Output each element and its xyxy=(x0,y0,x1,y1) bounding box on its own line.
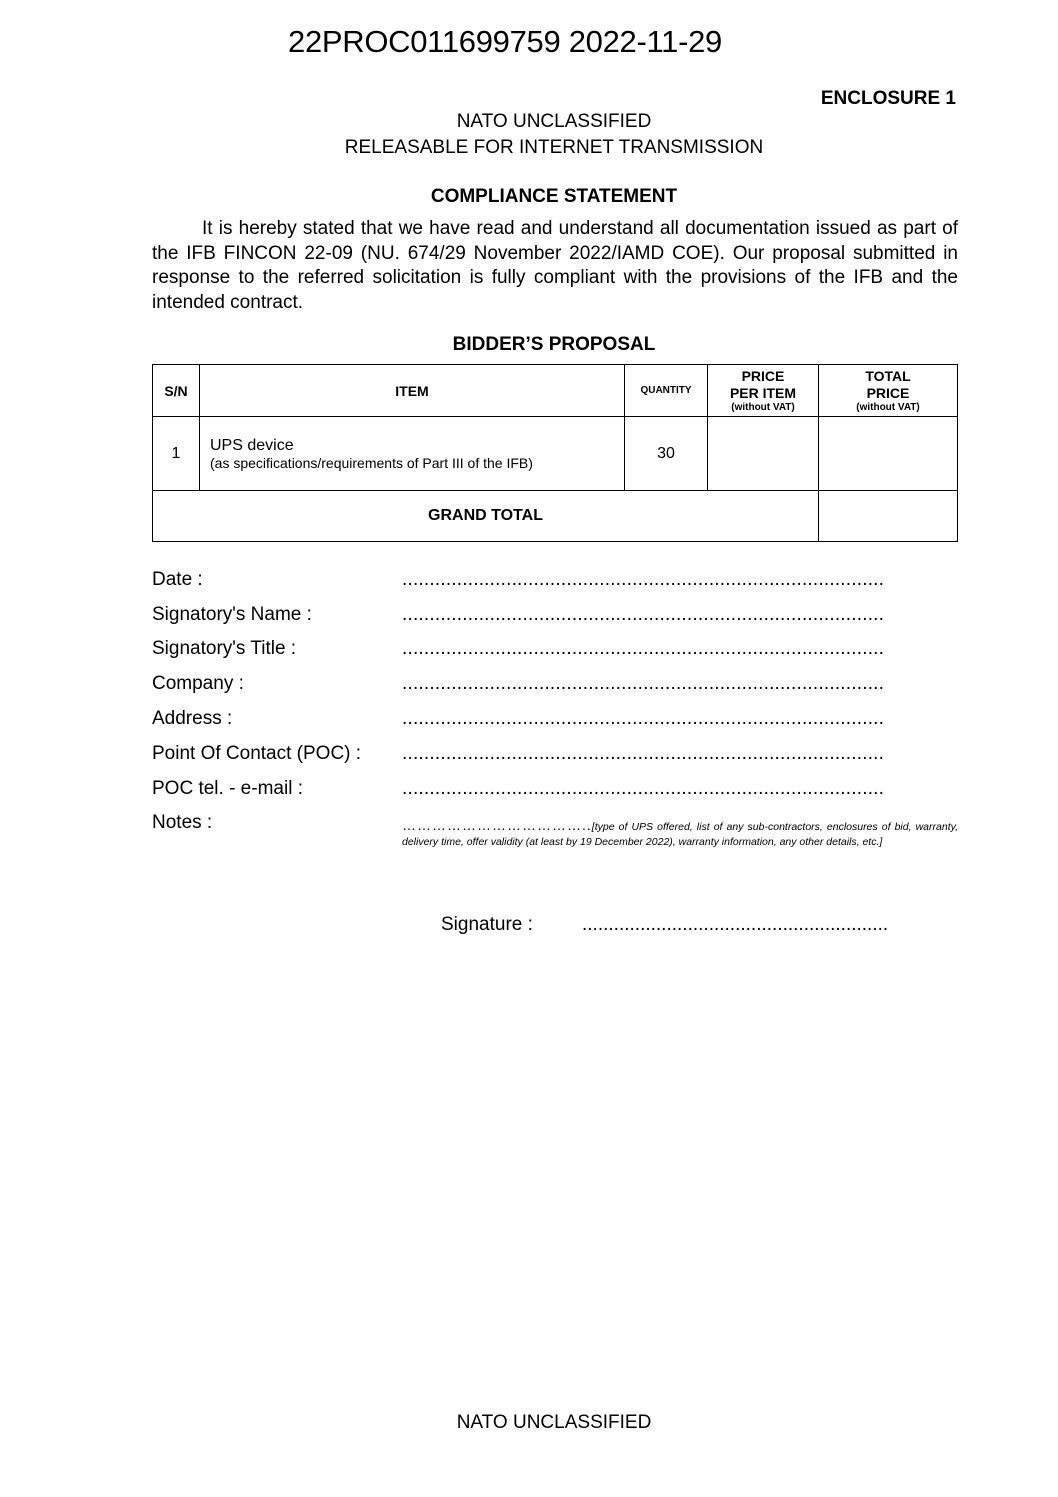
compliance-text: It is hereby stated that we have read and understand all documentation issued as part of the IFB FINCON 22-09 (NU. 674/29 November 2022/IAMD COE). Our proposal submitted in response to the referred solicitation is fully compliant with the provisions of the IFB and the intended contract. xyxy=(152,218,958,313)
row-item-name: UPS device xyxy=(210,436,294,454)
address-field[interactable]: ........................................................................................ xyxy=(402,708,885,729)
document-id: 22PROC011699759 2022-11-29 xyxy=(288,24,722,59)
company-field[interactable]: ........................................................................................ xyxy=(402,673,885,694)
footer-classification: NATO UNCLASSIFIED xyxy=(456,1412,652,1433)
header-price-line-2: PER ITEM xyxy=(729,385,797,401)
row-item-desc: (as specifications/requirements of Part III of the IFB) xyxy=(210,454,533,471)
notes-hint: [type of UPS offered, list of any sub-contractors, enclosures of bid, warranty, delivery time, offer validity (at least by 19 December 2022), warranty information, any other details, etc.] xyxy=(402,821,958,848)
header-price-line-1: PRICE xyxy=(741,368,785,384)
address-label: Address : xyxy=(152,708,233,729)
header-total-line-1: TOTAL xyxy=(865,368,911,384)
form-row-name xyxy=(152,604,958,638)
grand-total-label: GRAND TOTAL xyxy=(153,491,819,542)
notes-dots: ……………………………….. xyxy=(402,817,592,833)
classification-line-2: RELEASABLE FOR INTERNET TRANSMISSION xyxy=(344,137,764,158)
signatory-name-field[interactable]: ........................................................................................ xyxy=(402,604,885,625)
form-row-title xyxy=(152,638,958,672)
header-price-per-item xyxy=(708,365,819,417)
notes-label: Notes : xyxy=(152,812,213,833)
form-row-date xyxy=(152,569,958,603)
table-header-row xyxy=(153,365,958,417)
row-total-price[interactable] xyxy=(819,417,958,491)
proposal-title: BIDDER’S PROPOSAL xyxy=(452,334,656,355)
signature-label: Signature : xyxy=(441,914,533,935)
form-row-company xyxy=(152,673,958,707)
grand-total-row xyxy=(153,491,958,542)
form-row-poc xyxy=(152,743,958,777)
signatory-name-label: Signatory's Name : xyxy=(152,604,312,625)
poc-label: Point Of Contact (POC) : xyxy=(152,743,362,764)
form-row-poc-contact xyxy=(152,778,958,812)
row-price-per-item[interactable] xyxy=(708,417,819,491)
header-total-price xyxy=(819,365,958,417)
row-sn: 1 xyxy=(153,417,200,491)
header-quantity: QUANTITY xyxy=(625,365,708,417)
signatory-title-field[interactable]: ........................................................................................ xyxy=(402,638,885,659)
table-row xyxy=(153,417,958,491)
classification-line-1: NATO UNCLASSIFIED xyxy=(456,111,652,132)
signatory-title-label: Signatory's Title : xyxy=(152,638,297,659)
form-row-address xyxy=(152,708,958,742)
date-field[interactable]: ........................................................................................ xyxy=(402,569,885,590)
header-total-note: (without VAT) xyxy=(856,402,920,413)
grand-total-value[interactable] xyxy=(819,491,958,542)
poc-contact-label: POC tel. - e-mail : xyxy=(152,778,303,799)
company-label: Company : xyxy=(152,673,244,694)
compliance-title: COMPLIANCE STATEMENT xyxy=(430,186,678,207)
poc-contact-field[interactable]: ........................................................................................ xyxy=(402,778,885,799)
header-price-note: (without VAT) xyxy=(731,402,795,413)
row-item xyxy=(200,417,625,491)
proposal-table xyxy=(152,364,958,542)
header-total-line-2: PRICE xyxy=(866,385,910,401)
enclosure-label: ENCLOSURE 1 xyxy=(820,88,956,109)
header-sn: S/N xyxy=(153,365,200,417)
header-item: ITEM xyxy=(200,365,625,417)
notes-field[interactable] xyxy=(402,818,958,850)
poc-field[interactable]: ........................................................................................ xyxy=(402,743,885,764)
date-label: Date : xyxy=(152,569,203,590)
signature-field[interactable]: .......................................................... xyxy=(582,914,889,935)
row-quantity: 30 xyxy=(625,417,708,491)
